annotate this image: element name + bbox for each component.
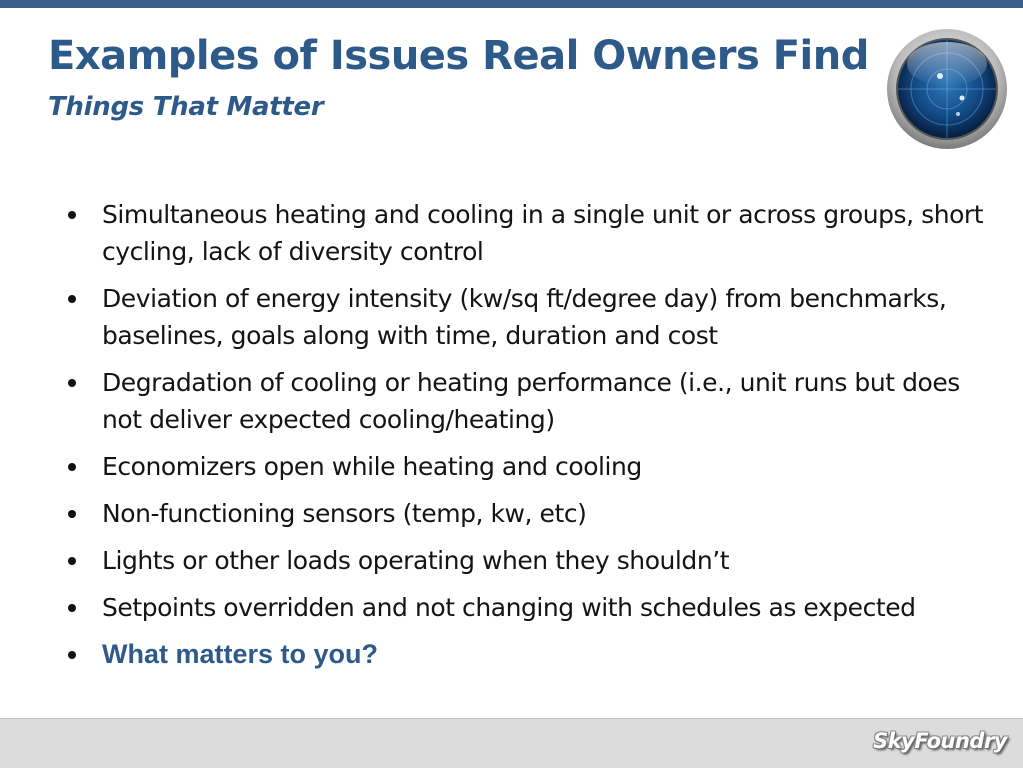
bullet-dot-icon	[68, 379, 76, 387]
radar-icon	[886, 28, 1008, 150]
bullet-text-question: What matters to you?	[102, 639, 379, 669]
bullet-dot-icon	[68, 557, 76, 565]
bullet-text: Simultaneous heating and cooling in a single unit or across groups, short cycling, lack of diversity control	[102, 200, 984, 266]
bullet-item	[66, 495, 986, 532]
bullet-dot-icon	[68, 510, 76, 518]
bullet-dot-icon	[68, 211, 76, 219]
bullet-dot-icon	[68, 651, 76, 659]
slide-subtitle: Things That Matter	[48, 92, 324, 122]
bullet-item	[66, 196, 986, 270]
bullet-text: Non-functioning sensors (temp, kw, etc)	[102, 499, 587, 528]
bullet-item	[66, 448, 986, 485]
top-accent-bar	[0, 0, 1023, 8]
bullet-dot-icon	[68, 604, 76, 612]
bullet-item	[66, 364, 986, 438]
footer-bar	[0, 718, 1023, 768]
bullet-item-question	[66, 636, 986, 673]
bullet-text: Economizers open while heating and cooling	[102, 452, 642, 481]
bullet-text: Setpoints overridden and not changing with schedules as expected	[102, 593, 916, 622]
bullet-text: Degradation of cooling or heating performance (i.e., unit runs but does not deliver expected cooling/heating)	[102, 368, 960, 434]
bullet-text: Lights or other loads operating when they shouldn’t	[102, 546, 730, 575]
bullet-list	[66, 196, 986, 683]
bullet-dot-icon	[68, 295, 76, 303]
slide-title: Examples of Issues Real Owners Find	[48, 33, 869, 79]
bullet-item	[66, 542, 986, 579]
bullet-item	[66, 280, 986, 354]
bullet-item	[66, 589, 986, 626]
bullet-dot-icon	[68, 463, 76, 471]
bullet-text: Deviation of energy intensity (kw/sq ft/degree day) from benchmarks, baselines, goals along with time, duration and cost	[102, 284, 947, 350]
skyfoundry-logo: SkyFoundry	[873, 729, 1007, 753]
